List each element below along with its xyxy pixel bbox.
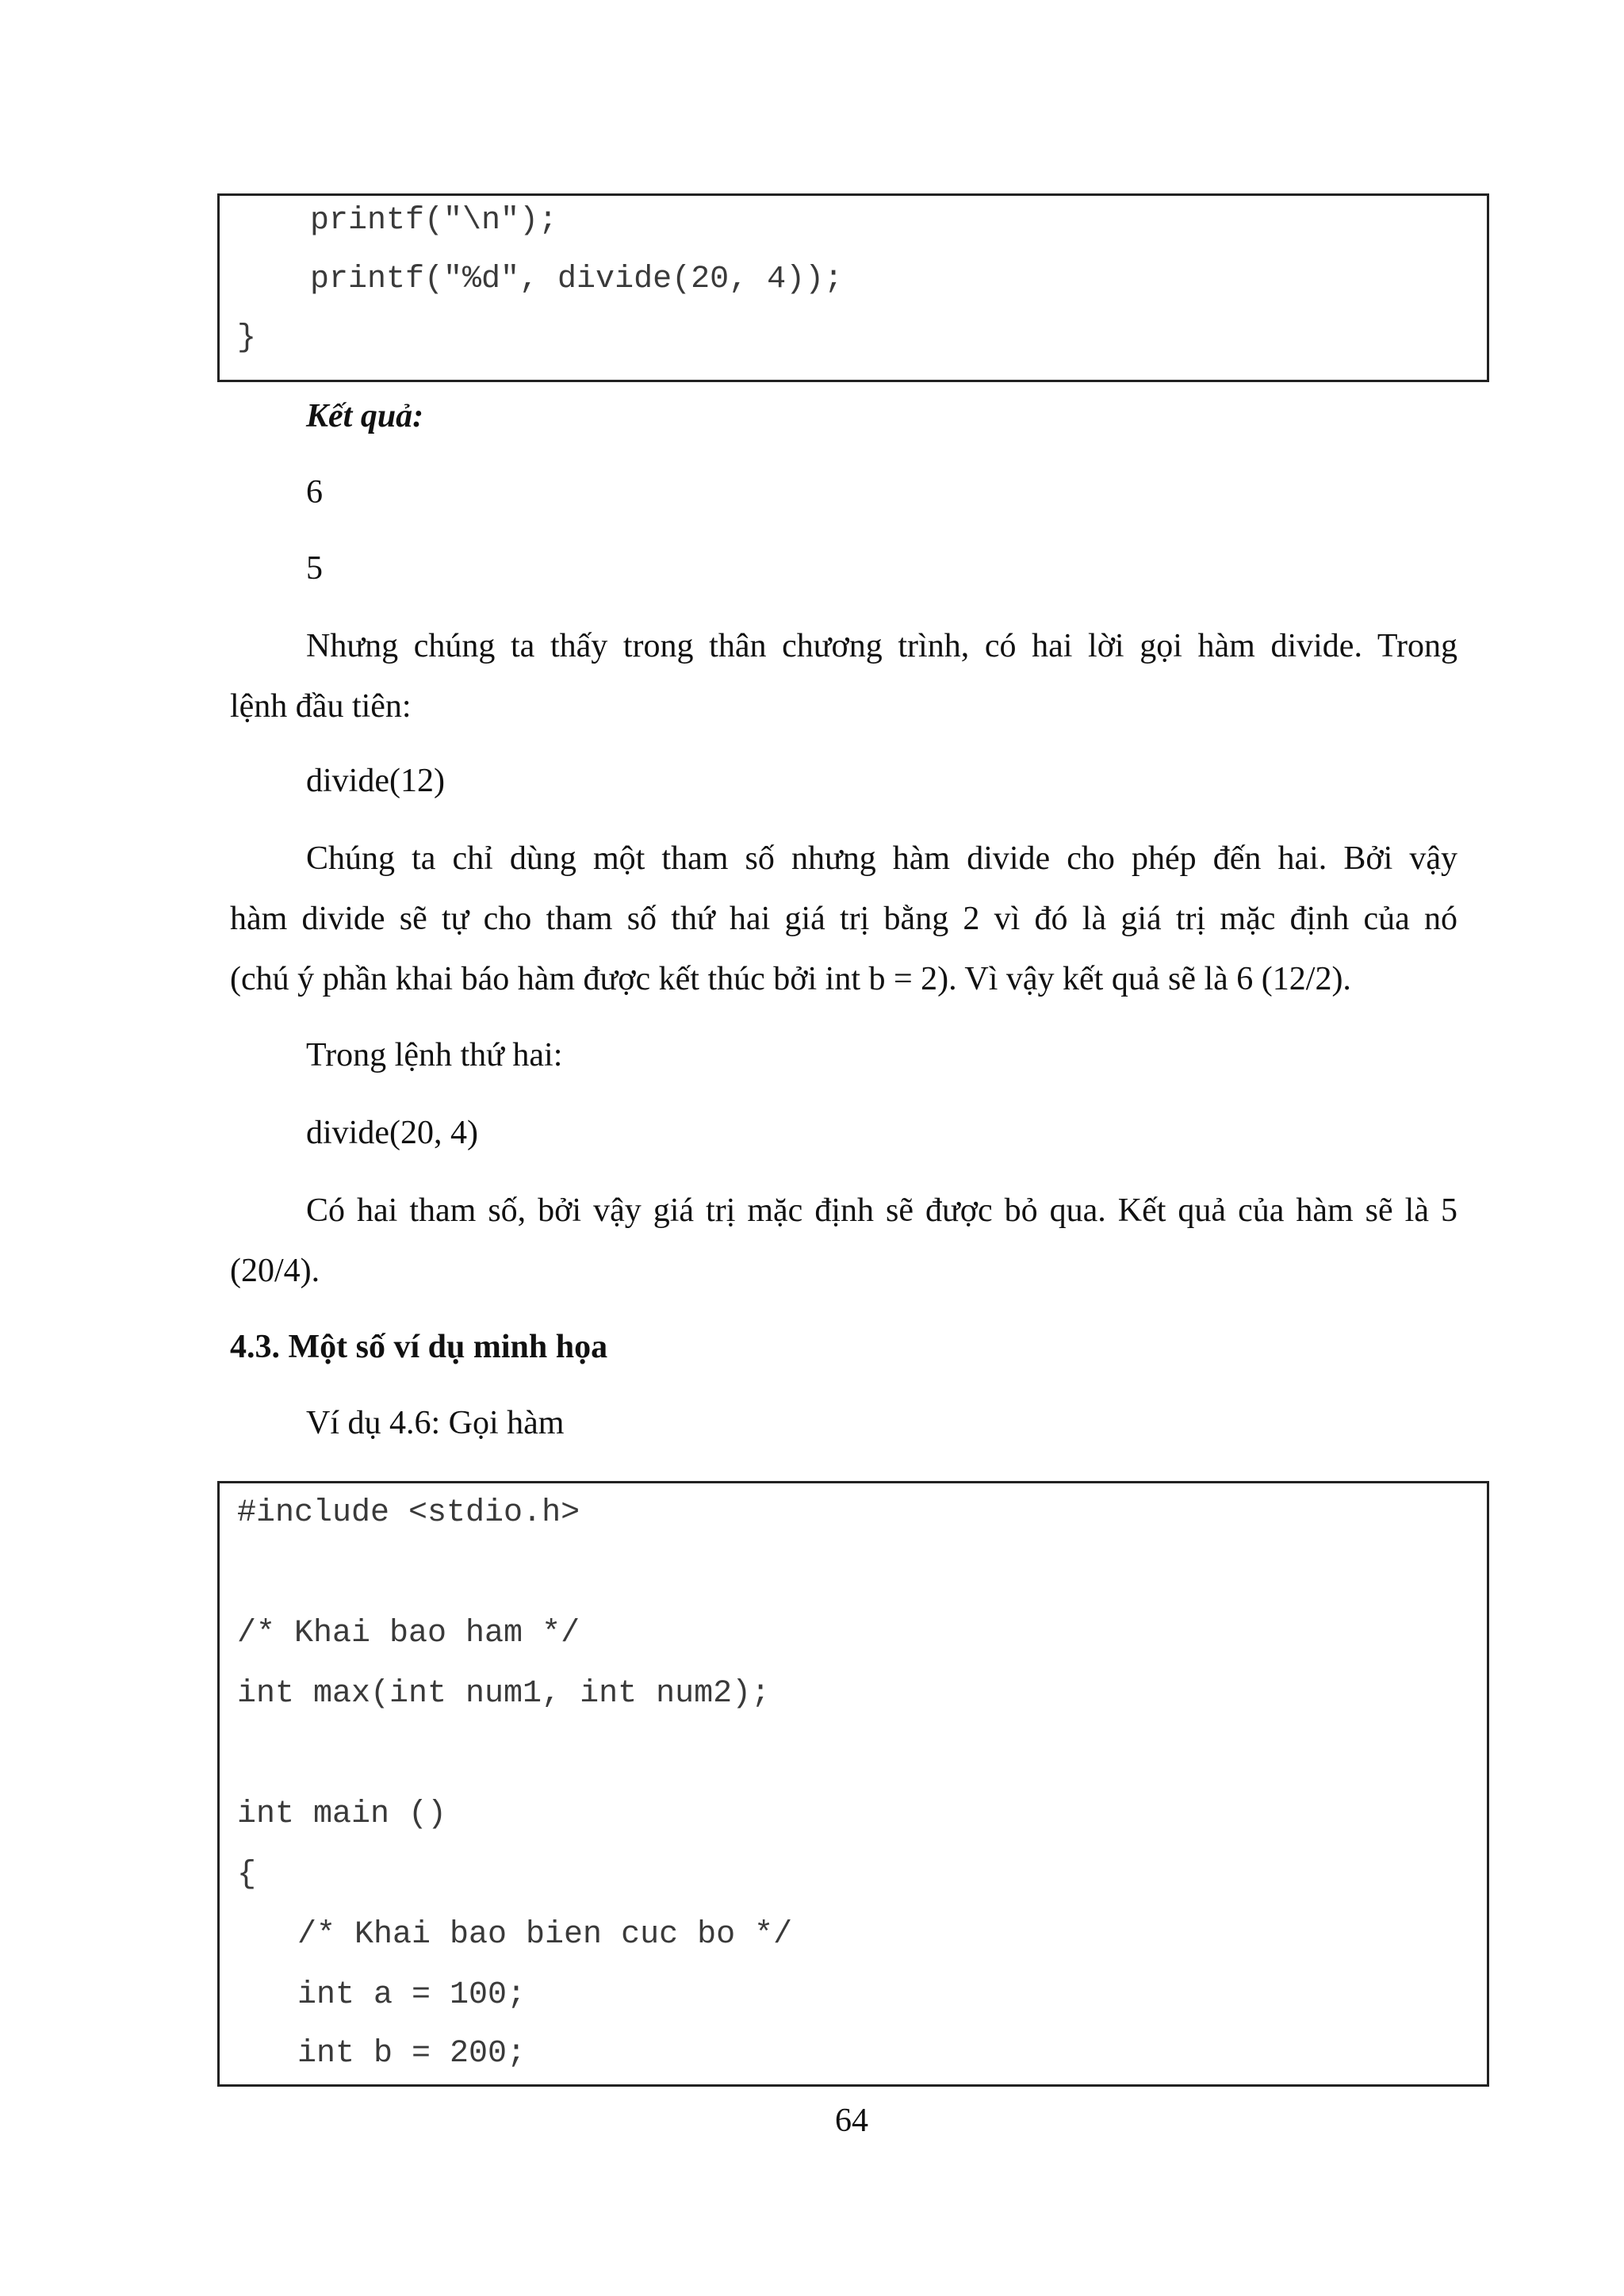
- code-block-top: [217, 193, 1489, 382]
- paragraph-line: Chúng ta chỉ dùng một tham số nhưng hàm divide cho phép đến hai. Bởi vậy: [306, 840, 1457, 877]
- code-line: printf("%d", divide(20, 4));: [310, 262, 844, 297]
- code-line: printf("\n");: [310, 203, 558, 239]
- result-value: 5: [306, 550, 323, 587]
- code-block-bottom: [217, 1481, 1489, 2087]
- inline-code-call: divide(12): [306, 763, 445, 799]
- code-line: int a = 100;: [297, 1977, 527, 2013]
- paragraph-line: hàm divide sẽ tự cho tham số thứ hai giá trị bằng 2 vì đó là giá trị mặc định của nó: [230, 901, 1457, 937]
- paragraph-line: Trong lệnh thứ hai:: [306, 1037, 563, 1073]
- code-line: {: [237, 1857, 257, 1892]
- code-line: int main (): [237, 1797, 447, 1832]
- page-number: 64: [835, 2103, 868, 2139]
- paragraph-line: lệnh đầu tiên:: [230, 688, 412, 725]
- code-line: int max(int num1, int num2);: [237, 1676, 771, 1712]
- example-label: Ví dụ 4.6: Gọi hàm: [306, 1405, 565, 1441]
- result-label: Kết quả:: [306, 398, 424, 434]
- inline-code-call: divide(20, 4): [306, 1115, 478, 1151]
- code-line: #include <stdio.h>: [237, 1495, 580, 1531]
- paragraph-line: Nhưng chúng ta thấy trong thân chương trình, có hai lời gọi hàm divide. Trong: [306, 628, 1457, 664]
- paragraph-line: (20/4).: [230, 1253, 320, 1289]
- section-heading: 4.3. Một số ví dụ minh họa: [230, 1329, 608, 1365]
- code-line: /* Khai bao bien cuc bo */: [297, 1917, 793, 1953]
- code-line: /* Khai bao ham */: [237, 1616, 580, 1651]
- code-line: }: [237, 320, 257, 356]
- code-line: int b = 200;: [297, 2036, 527, 2072]
- paragraph-line: Có hai tham số, bởi vậy giá trị mặc định sẽ được bỏ qua. Kết quả của hàm sẽ là 5: [306, 1192, 1457, 1229]
- result-value: 6: [306, 474, 323, 511]
- paragraph-line: (chú ý phần khai báo hàm được kết thúc bởi int b = 2). Vì vậy kết quả sẽ là 6 (12/2).: [230, 961, 1351, 997]
